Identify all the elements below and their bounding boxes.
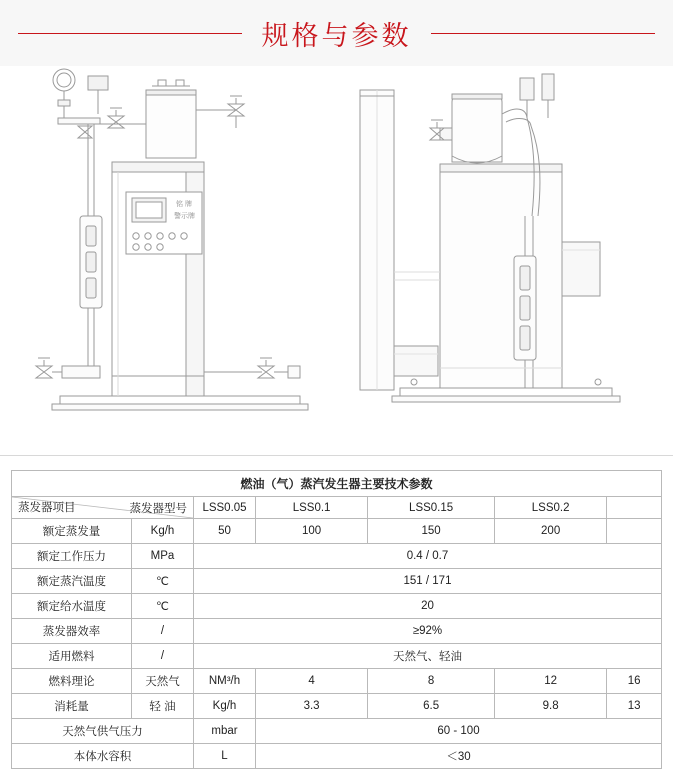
spec-table — [11, 470, 662, 769]
row-value: 8 — [368, 669, 495, 694]
row-value: 16 — [607, 669, 662, 694]
side-view-group — [360, 74, 620, 402]
row-value: 9.8 — [495, 694, 607, 719]
table-row — [12, 519, 662, 544]
table-row — [12, 569, 662, 594]
table-row — [12, 594, 662, 619]
corner-item-label: 蒸发器项目 — [18, 502, 76, 514]
row-unit: ℃ — [132, 594, 194, 619]
table-row — [12, 644, 662, 669]
table-title: 燃油（气）蒸汽发生器主要技术参数 — [12, 471, 662, 497]
table-header-row — [12, 497, 662, 519]
row-value: 50 — [194, 519, 256, 544]
model-header-2: LSS0.15 — [368, 497, 495, 519]
row-unit: ℃ — [132, 569, 194, 594]
row-value: 150 — [368, 519, 495, 544]
row-unit: L — [194, 744, 256, 769]
table-row — [12, 744, 662, 769]
row-unit: Kg/h — [194, 694, 256, 719]
spec-table-wrap — [0, 456, 673, 779]
corner-cell — [12, 497, 194, 519]
model-header-1: LSS0.1 — [256, 497, 368, 519]
row-subtype: 轻 油 — [132, 694, 194, 719]
row-value-spacer — [607, 519, 662, 544]
row-label: 额定给水温度 — [12, 594, 132, 619]
row-unit: / — [132, 619, 194, 644]
front-view-group — [36, 69, 308, 410]
model-header-0: LSS0.05 — [194, 497, 256, 519]
page-header — [0, 0, 673, 66]
table-row — [12, 669, 662, 694]
row-label: 本体水容积 — [12, 744, 194, 769]
row-value: 3.3 — [256, 694, 368, 719]
row-subtype: 天然气 — [132, 669, 194, 694]
row-merged-value: ≥92% — [194, 619, 662, 644]
table-row — [12, 619, 662, 644]
row-label: 额定蒸汽温度 — [12, 569, 132, 594]
row-label: 额定蒸发量 — [12, 519, 132, 544]
row-value: 200 — [495, 519, 607, 544]
row-merged-value: 20 — [194, 594, 662, 619]
page-title: 规格与参数 — [246, 14, 428, 53]
header-rule-right — [431, 33, 655, 34]
svg-text:警示牌: 警示牌 — [174, 213, 195, 220]
row-label: 额定工作压力 — [12, 544, 132, 569]
row-label: 天然气供气压力 — [12, 719, 194, 744]
corner-model-label: 蒸发器型号 — [129, 503, 187, 515]
row-unit: mbar — [194, 719, 256, 744]
row-label: 燃料理论 — [12, 669, 132, 694]
row-unit: Kg/h — [132, 519, 194, 544]
row-merged-value: ＜30 — [256, 744, 662, 769]
row-merged-value: 60 - 100 — [256, 719, 662, 744]
row-value: 13 — [607, 694, 662, 719]
row-merged-value: 0.4 / 0.7 — [194, 544, 662, 569]
table-row — [12, 719, 662, 744]
row-merged-value: 151 / 171 — [194, 569, 662, 594]
row-value: 12 — [495, 669, 607, 694]
table-row — [12, 544, 662, 569]
model-header-3: LSS0.2 — [495, 497, 607, 519]
table-row — [12, 694, 662, 719]
row-label: 消耗量 — [12, 694, 132, 719]
row-value: 100 — [256, 519, 368, 544]
row-value: 6.5 — [368, 694, 495, 719]
row-label: 适用燃料 — [12, 644, 132, 669]
header-rule-left — [18, 33, 242, 34]
row-merged-value: 天然气、轻油 — [194, 644, 662, 669]
row-label: 蒸发器效率 — [12, 619, 132, 644]
row-unit: / — [132, 644, 194, 669]
row-unit: MPa — [132, 544, 194, 569]
illustration-svg — [0, 66, 673, 456]
row-value: 4 — [256, 669, 368, 694]
product-illustration — [0, 66, 673, 456]
row-unit: NM³/h — [194, 669, 256, 694]
svg-text:铭 牌: 铭 牌 — [176, 201, 192, 208]
model-header-spacer — [607, 497, 662, 519]
table-title-row — [12, 471, 662, 497]
